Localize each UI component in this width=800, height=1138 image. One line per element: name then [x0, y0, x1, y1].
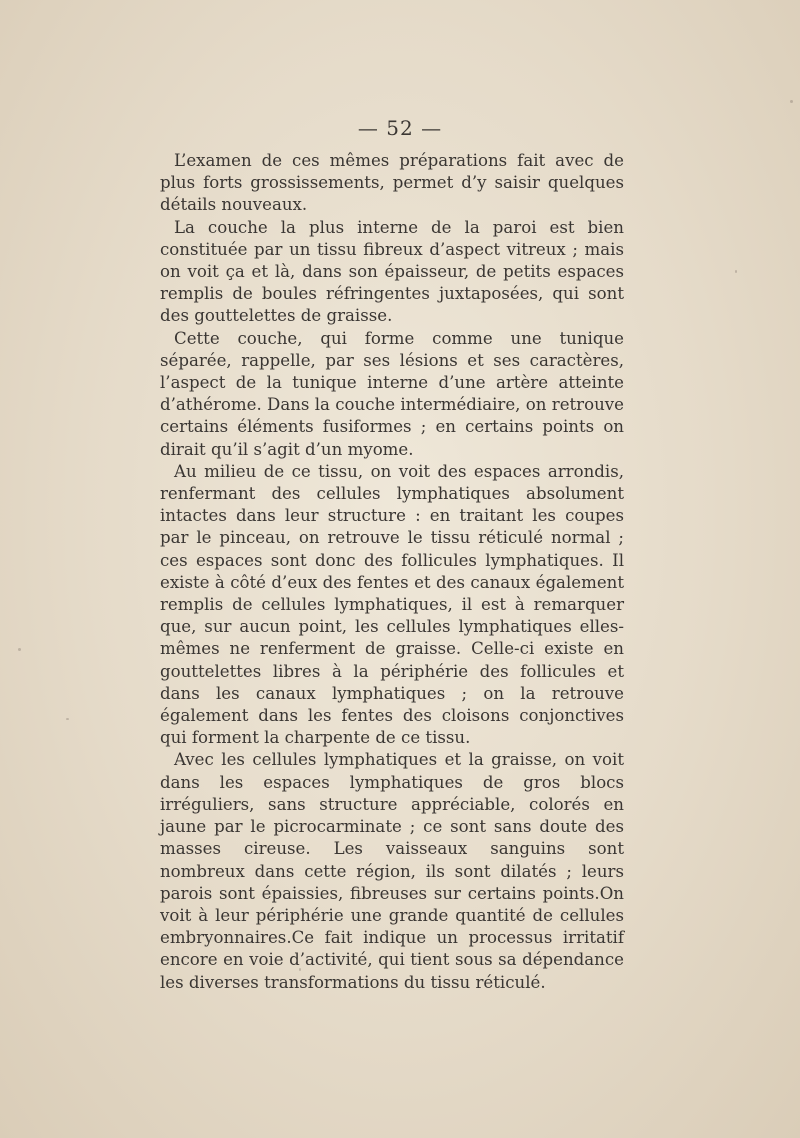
paragraph: Cette couche, qui forme comme une tunique séparée, rappelle, par ses lésions et ses caractères, l’aspect de la tunique interne d’une artère atteinte d’athérome. Dans la couche intermédiaire, on retrouve certains éléments fusiformes ; en certains points on dirait qu’il s’agit d’un myome.	[160, 328, 624, 459]
paragraph: La couche la plus interne de la paroi est bien constituée par un tissu fibreux d’aspect vitreux ; mais on voit ça et là, dans son épaisseur, de petits espaces remplis de boules réfringentes juxtaposées, qui sont des gouttelettes de graisse.	[160, 217, 624, 326]
paper-speck	[735, 270, 737, 273]
page-number: — 52 —	[357, 116, 443, 140]
paragraph: Avec les cellules lymphatiques et la graisse, on voit dans les espaces lymphatiques de gros blocs irréguliers, sans structure appréciable, colorés en jaune par le picrocarminate ; ce sont sans doute des masses cireuse. Les vaisseaux sanguins sont nombreux dans cette région, ils sont dilatés ; leurs parois sont épaissies, fibreuses sur certains points.On voit à leur périphérie une grande quantité de cellules embryonnaires.Ce fait indique un processus irritatif encore en voie d’activité, qui tient sous sa dépendance les diverses transformations du tissu réticulé.	[160, 750, 624, 992]
paper-speck	[18, 648, 21, 651]
body-text	[160, 150, 624, 994]
paragraph: L’examen de ces mêmes préparations fait avec de plus forts grossissements, permet d’y saisir quelques détails nouveaux.	[160, 151, 624, 215]
paper-speck	[66, 718, 69, 720]
paragraph: Au milieu de ce tissu, on voit des espaces arrondis, renfermant des cellules lymphatiques absolument intactes dans leur structure : en traitant les coupes par le pinceau, on retrouve le tissu réticulé normal ; ces espaces sont donc des follicules lymphatiques. Il existe à côté d’eux des fentes et des canaux également remplis de cellules lymphatiques, il est à remarquer que, sur aucun point, les cellules lymphatiques elles-mêmes ne renferment de graisse. Celle-ci existe en gouttelettes libres à la périphérie des follicules et dans les canaux lymphatiques ; on la retrouve également dans les fentes des cloisons conjonctives qui forment la charpente de ce tissu.	[160, 461, 624, 748]
paper-speck	[790, 100, 793, 103]
